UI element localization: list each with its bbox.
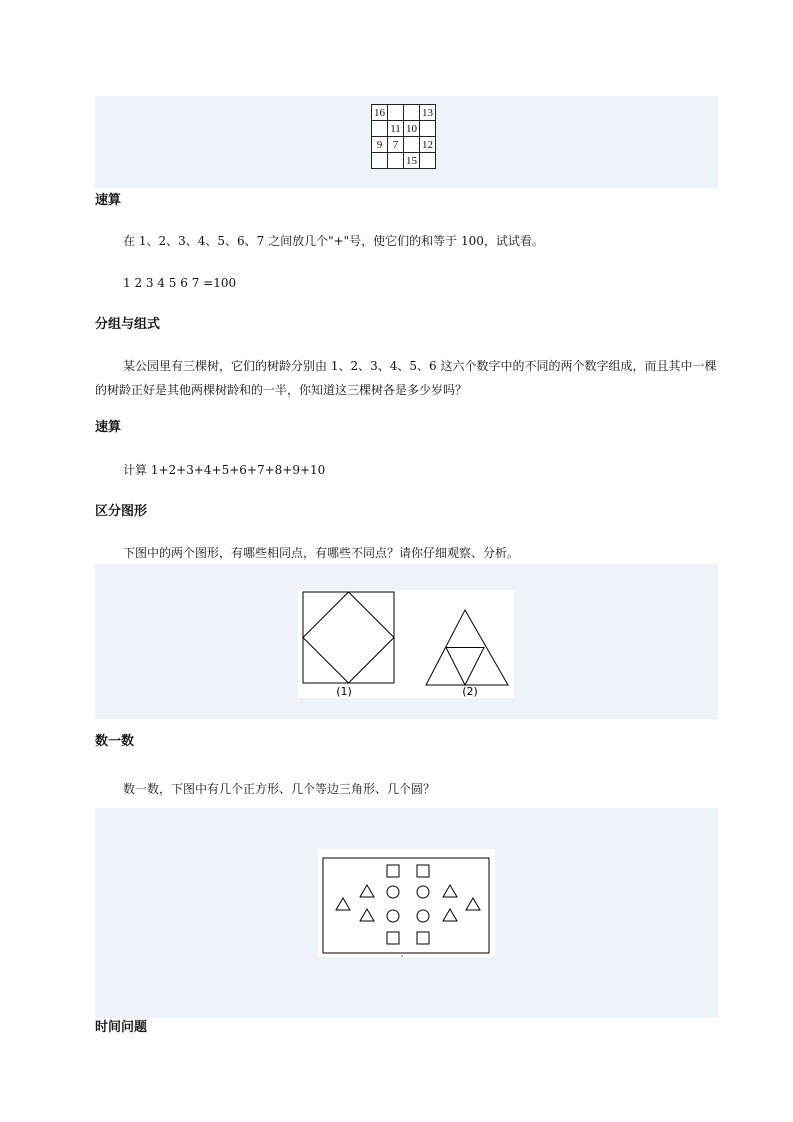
square-shape [387, 865, 399, 877]
square-shape [417, 932, 429, 944]
section-heading: 速算 [95, 420, 122, 435]
triangle-shape [360, 909, 374, 921]
grid-cell: 12 [420, 137, 436, 153]
grid-cell: 13 [420, 105, 436, 121]
magic-square-grid [371, 104, 436, 169]
paragraph: 下图中的两个图形，有哪些相同点，有哪些不同点？请你仔细观察、分析。 [123, 546, 520, 560]
grid-cell [404, 105, 420, 121]
square-shape [387, 932, 399, 944]
grid-cell [420, 121, 436, 137]
grid-row [372, 153, 436, 169]
grid-cell: 11 [388, 121, 404, 137]
count-shapes-figure [318, 849, 495, 957]
grid-cell [372, 153, 388, 169]
section-heading: 分组与组式 [95, 317, 161, 332]
grid-cell: 10 [404, 121, 420, 137]
circle-shape [417, 910, 429, 922]
triangle-shape [360, 885, 374, 897]
circle-shape [417, 886, 429, 898]
shapes-diagram [298, 590, 514, 698]
paragraph: 数一数，下图中有几个正方形、几个等边三角形、几个圆？ [123, 782, 436, 796]
paragraph: 某公园里有三棵树，它们的树龄分别由 1、2、3、4、5、6 这六个数字中的不同的两个数字组成，而且其中一棵的树龄正好是其他两棵树龄和的一半，你知道这三棵树各是多少岁吗？ [95, 359, 717, 397]
grid-row [372, 105, 436, 121]
paragraph: 计算 1+2+3+4+5+6+7+8+9+10 [123, 463, 326, 477]
grid-cell: 9 [372, 137, 388, 153]
square-figure [303, 592, 394, 683]
grid-row [372, 137, 436, 153]
triangle-figure [426, 610, 508, 685]
section-heading: 区分图形 [95, 504, 148, 519]
grid-cell: 7 [388, 137, 404, 153]
triangle-shape [466, 898, 480, 910]
triangle-shape [443, 909, 457, 921]
section-heading: 时间问题 [95, 1020, 148, 1035]
paragraph: 1 2 3 4 5 6 7 =100 [123, 276, 237, 290]
grid-cell [372, 121, 388, 137]
grid-cell [420, 153, 436, 169]
square-shape [417, 865, 429, 877]
section-heading: 速算 [95, 193, 122, 208]
grid-cell: 15 [404, 153, 420, 169]
grid-row [372, 121, 436, 137]
square-figure-label: (1) [336, 685, 352, 698]
section-heading: 数一数 [95, 734, 135, 749]
grid-cell: 16 [372, 105, 388, 121]
count-shapes-diagram [318, 849, 495, 957]
paragraph: 在 1、2、3、4、5、6、7 之间放几个"+"号，使它们的和等于 100，试试看。 [123, 234, 544, 248]
triangle-figure-label: (2) [462, 685, 478, 698]
grid-cell [388, 153, 404, 169]
grid-cell [404, 137, 420, 153]
triangle-shape [443, 885, 457, 897]
shapes-figure [298, 590, 514, 698]
grid-cell [388, 105, 404, 121]
triangle-shape [336, 898, 350, 910]
circle-shape [387, 910, 399, 922]
circle-shape [387, 886, 399, 898]
